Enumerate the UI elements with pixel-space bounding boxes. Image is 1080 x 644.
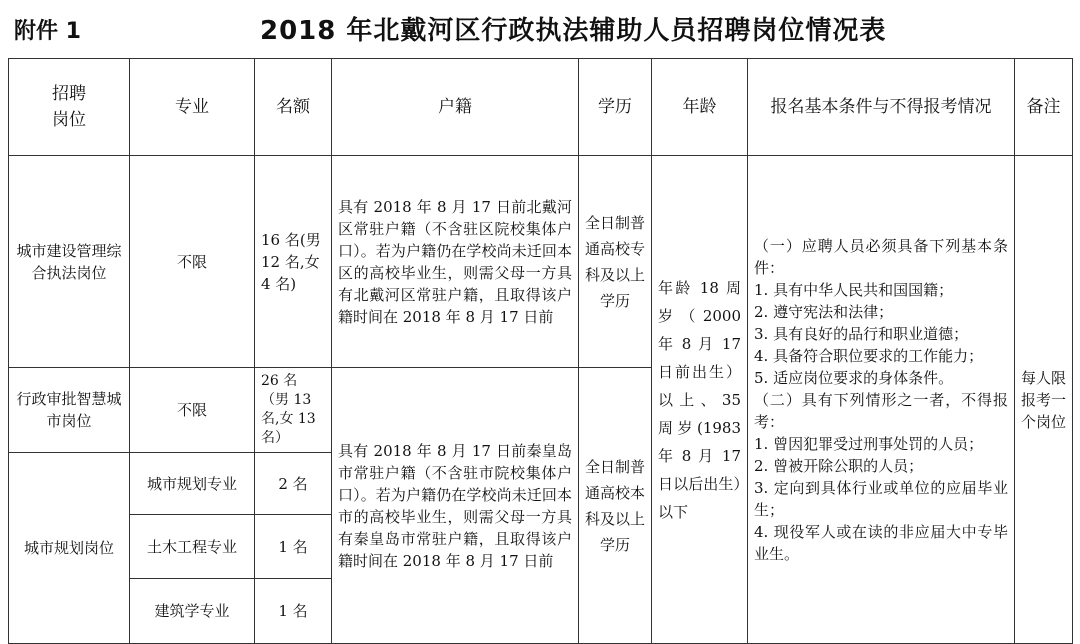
major-cell: 建筑学专业 [130,579,255,644]
col-header-education: 学历 [579,59,652,156]
col-header-post [9,59,130,156]
condition-line: 3. 具有良好的品行和职业道德； [754,324,969,343]
col-header-conditions: 报名基本条件与不得报考情况 [748,59,1015,156]
col-header-post-text: 招聘 岗位 [52,84,86,130]
quota-cell: 2 名 [255,453,332,515]
condition-line: （二）具有下列情形之一者，不得报考： [754,390,1008,431]
hukou-cell: 具有 2018 年 8 月 17 日前秦皇岛市常驻户籍（不含驻市院校集体户口）。若为户籍仍在学校尚未迁回本市的高校毕业生，则需父母一方具有秦皇岛市常驻户籍，且取得该户籍时间在 2018 年 8 月 17 日前 [332,368,579,644]
condition-line: 5. 适应岗位要求的身体条件。 [754,368,954,387]
quota-cell: 1 名 [255,579,332,644]
document-title: 2018 年北戴河区行政执法辅助人员招聘岗位情况表 [260,16,887,46]
col-header-quota: 名额 [255,59,332,156]
condition-line: 1. 曾因犯罪受过刑事处罚的人员； [754,434,984,453]
quota-cell: 1 名 [255,515,332,579]
col-header-age: 年龄 [652,59,748,156]
document-header [0,0,1080,58]
major-cell: 不限 [130,156,255,368]
condition-line: 2. 曾被开除公职的人员； [754,456,924,475]
col-header-note: 备注 [1015,59,1073,156]
col-header-hukou: 户籍 [332,59,579,156]
note-cell: 每人限报考一个岗位 [1015,156,1073,644]
major-cell: 城市规划专业 [130,453,255,515]
major-cell: 土木工程专业 [130,515,255,579]
post-cell: 城市建设管理综合执法岗位 [9,156,130,368]
condition-line: （一）应聘人员必须具备下列基本条件： [754,236,1008,277]
post-cell: 行政审批智慧城市岗位 [9,368,130,453]
condition-line: 4. 具备符合职位要求的工作能力； [754,346,984,365]
post-cell: 城市规划岗位 [9,453,130,644]
conditions-cell [748,156,1015,644]
recruitment-table [8,58,1073,644]
quota-cell: 26 名（男 13 名,女 13 名） [255,368,332,453]
col-header-major: 专业 [130,59,255,156]
condition-line: 1. 具有中华人民共和国国籍； [754,280,954,299]
condition-line: 3. 定向到具体行业或单位的应届毕业生； [754,478,1008,519]
major-cell: 不限 [130,368,255,453]
age-cell: 年龄 18 周岁（2000 年 8 月 17 日前出生）以上、35 周岁(1983 年 8 月 17 日以后出生）以下 [652,156,748,644]
table-row [9,156,1073,368]
header-row [9,59,1073,156]
education-cell: 全日制普通高校专科及以上学历 [579,156,652,368]
hukou-cell: 具有 2018 年 8 月 17 日前北戴河区常驻户籍（不含驻区院校集体户口）。若为户籍仍在学校尚未迁回本区的高校毕业生，则需父母一方具有北戴河区常驻户籍，且取得该户籍时间在 2018 年 8 月 17 日前 [332,156,579,368]
condition-line: 2. 遵守宪法和法律； [754,302,894,321]
quota-cell: 16 名(男 12 名,女 4 名) [255,156,332,368]
education-cell: 全日制普通高校本科及以上学历 [579,368,652,644]
condition-line: 4. 现役军人或在读的非应届大中专毕业生。 [754,522,1008,563]
attachment-label: 附件 1 [14,19,81,44]
